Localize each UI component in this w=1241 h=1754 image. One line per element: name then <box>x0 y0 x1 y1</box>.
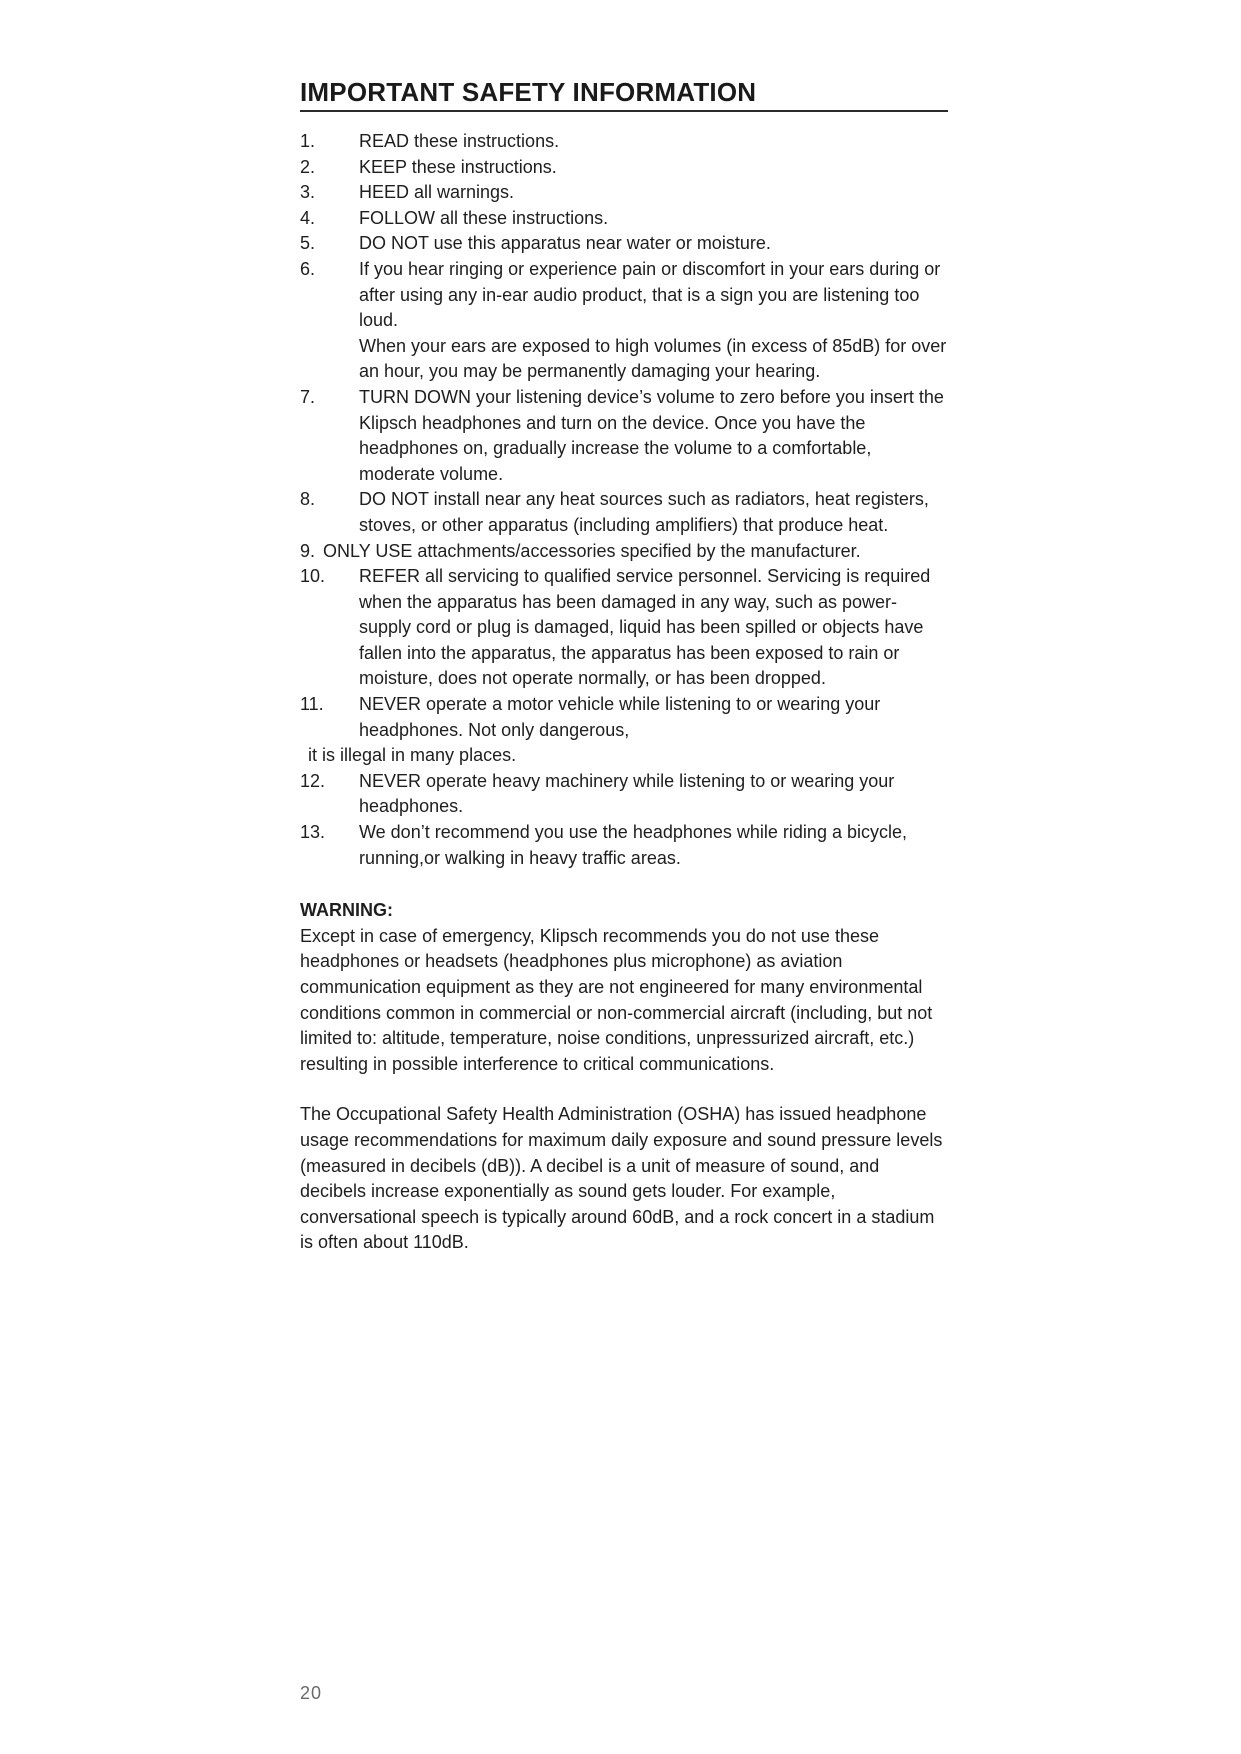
item-text: HEED all warnings. <box>359 182 515 203</box>
item-text: REFER all servicing to qualified service personnel. Servicing is required when the apparatus has been damaged in any way, such as power-supply cord or plug is damaged, liquid has been spilled or objects have fallen into the apparatus, the apparatus has been exposed to rain or moisture, does not operate normally, or has been dropped. <box>359 566 931 689</box>
item-text: KEEP these instructions. <box>359 156 557 177</box>
item-text: DO NOT use this apparatus near water or moisture. <box>359 233 771 254</box>
item-text: We don’t recommend you use the headphones while riding a bicycle, running,or walking in heavy traffic areas. <box>359 822 907 868</box>
item-number: 12. <box>300 770 326 791</box>
list-item <box>300 155 948 181</box>
item-number: 8. <box>300 489 316 510</box>
list-item <box>300 769 948 820</box>
list-item <box>300 206 948 232</box>
item-number: 7. <box>300 386 316 407</box>
safety-content <box>300 76 948 1256</box>
list-item <box>300 539 948 565</box>
item-text: DO NOT install near any heat sources such as radiators, heat registers, stoves, or other apparatus (including amplifiers) that produce heat. <box>359 489 929 535</box>
item-text: NEVER operate heavy machinery while listening to or wearing your headphones. <box>359 770 895 817</box>
title-divider <box>300 110 948 112</box>
list-item <box>300 180 948 206</box>
page-title: IMPORTANT SAFETY INFORMATION <box>300 77 757 107</box>
list-item <box>300 564 948 692</box>
list-item <box>300 487 948 538</box>
page-number: 20 <box>300 1683 323 1703</box>
list-item <box>300 385 948 487</box>
list-item <box>300 820 948 871</box>
item-number: 13. <box>300 822 326 843</box>
item-number: 9. <box>300 540 316 561</box>
item-text: When your ears are exposed to high volumes (in excess of 85dB) for over an hour, you may be permanently damaging your hearing. <box>359 335 947 382</box>
list-item <box>300 129 948 155</box>
list-item <box>300 692 948 743</box>
list-item <box>300 231 948 257</box>
item-number: 1. <box>300 131 316 151</box>
instruction-list <box>300 129 948 871</box>
item-text: ONLY USE attachments/accessories specified by the manufacturer. <box>323 540 861 561</box>
item-text: NEVER operate a motor vehicle while listening to or wearing your headphones. Not only dangerous, <box>359 694 881 740</box>
item-number: 3. <box>300 182 316 203</box>
item-text: If you hear ringing or experience pain or discomfort in your ears during or after using any in-ear audio product, that is a sign you are listening too loud. <box>359 258 941 331</box>
item-number: 10. <box>300 566 326 587</box>
item-text: TURN DOWN your listening device’s volume to zero before you insert the Klipsch headphones and turn on the device. Once you have the headphones on, gradually increase the volume to a comfortable, moderate volume. <box>359 386 944 484</box>
item-text: READ these instructions. <box>359 131 560 151</box>
item-number: 4. <box>300 207 316 228</box>
item-number: 2. <box>300 156 316 177</box>
item-number: 11. <box>300 694 324 715</box>
item-number: 6. <box>300 258 316 279</box>
warning-paragraph: Except in case of emergency, Klipsch recommends you do not use these headphones or headsets (headphones plus microphone) as aviation communication equipment as they are not engineered for many environmental conditions common in commercial or non-commercial aircraft (including, but not limited to: altitude, temperature, noise conditions, unpressurized aircraft, etc.) resulting in possible interference to critical communications. <box>300 925 933 1074</box>
osha-paragraph: The Occupational Safety Health Administration (OSHA) has issued headphone usage recommendations for maximum daily exposure and sound pressure levels (measured in decibels (dB)). A decibel is a unit of measure of sound, and decibels increase exponentially as sound gets louder. For example, conversational speech is typically around 60dB, and a rock concert in a stadium is often about 110dB. <box>300 1104 943 1253</box>
list-item-continuation: it is illegal in many places. <box>308 745 517 766</box>
item-text: FOLLOW all these instructions. <box>359 207 609 228</box>
list-item <box>300 257 948 385</box>
warning-heading: WARNING: <box>300 900 393 921</box>
item-number: 5. <box>300 233 316 254</box>
